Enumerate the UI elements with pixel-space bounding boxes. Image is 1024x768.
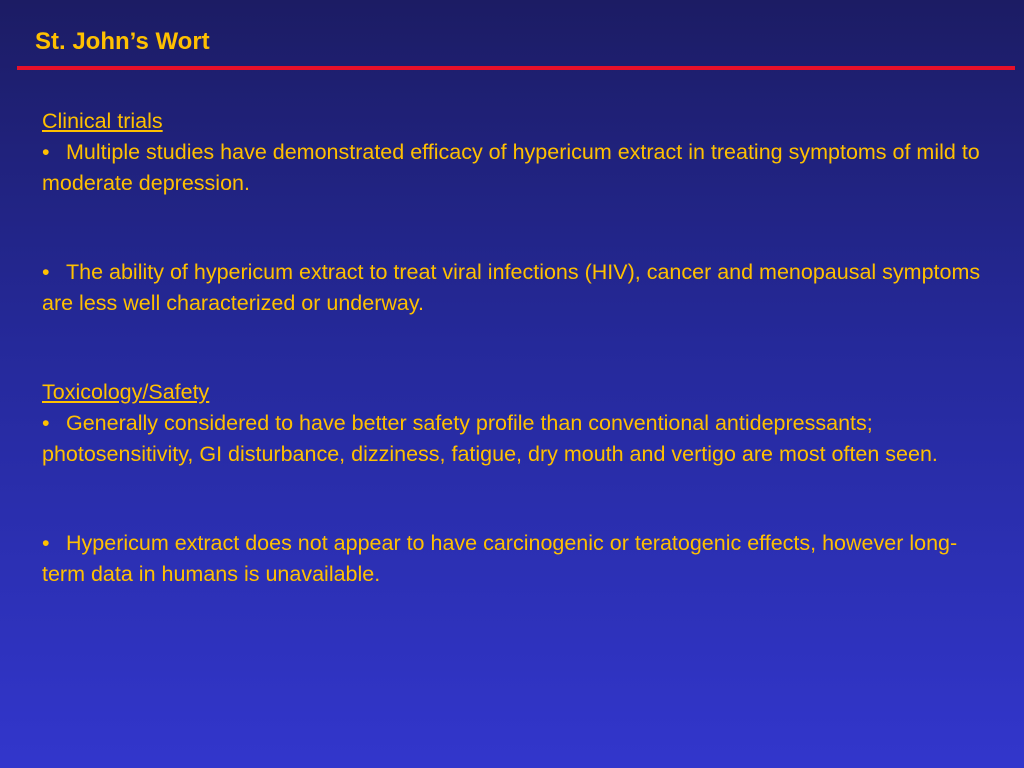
section-heading: Clinical trials	[42, 109, 163, 133]
bullet-item	[42, 137, 992, 199]
slide-title: St. John’s Wort	[35, 28, 210, 55]
bullet-text: The ability of hypericum extract to treat viral infections (HIV), cancer and menopausal symptoms are less well characterized or underway.	[42, 260, 981, 315]
bullet-item	[42, 408, 992, 470]
bullet-icon: •	[42, 411, 50, 435]
section-toxicology-safety	[42, 377, 992, 590]
bullet-item	[42, 257, 992, 319]
title-divider	[17, 66, 1015, 70]
bullet-icon: •	[42, 531, 50, 555]
bullet-text: Hypericum extract does not appear to have carcinogenic or teratogenic effects, however long-term data in humans is unavailable.	[42, 531, 958, 586]
bullet-text: Generally considered to have better safety profile than conventional antidepressants; photosensitivity, GI disturbance, dizziness, fatigue, dry mouth and vertigo are most often seen.	[42, 411, 938, 466]
section-clinical-trials	[42, 106, 992, 319]
bullet-icon: •	[42, 140, 50, 164]
bullet-item	[42, 528, 992, 590]
bullet-text: Multiple studies have demonstrated efficacy of hypericum extract in treating symptoms of mild to moderate depression.	[42, 140, 980, 195]
slide-content	[42, 106, 992, 590]
bullet-icon: •	[42, 260, 50, 284]
section-heading: Toxicology/Safety	[42, 380, 210, 404]
